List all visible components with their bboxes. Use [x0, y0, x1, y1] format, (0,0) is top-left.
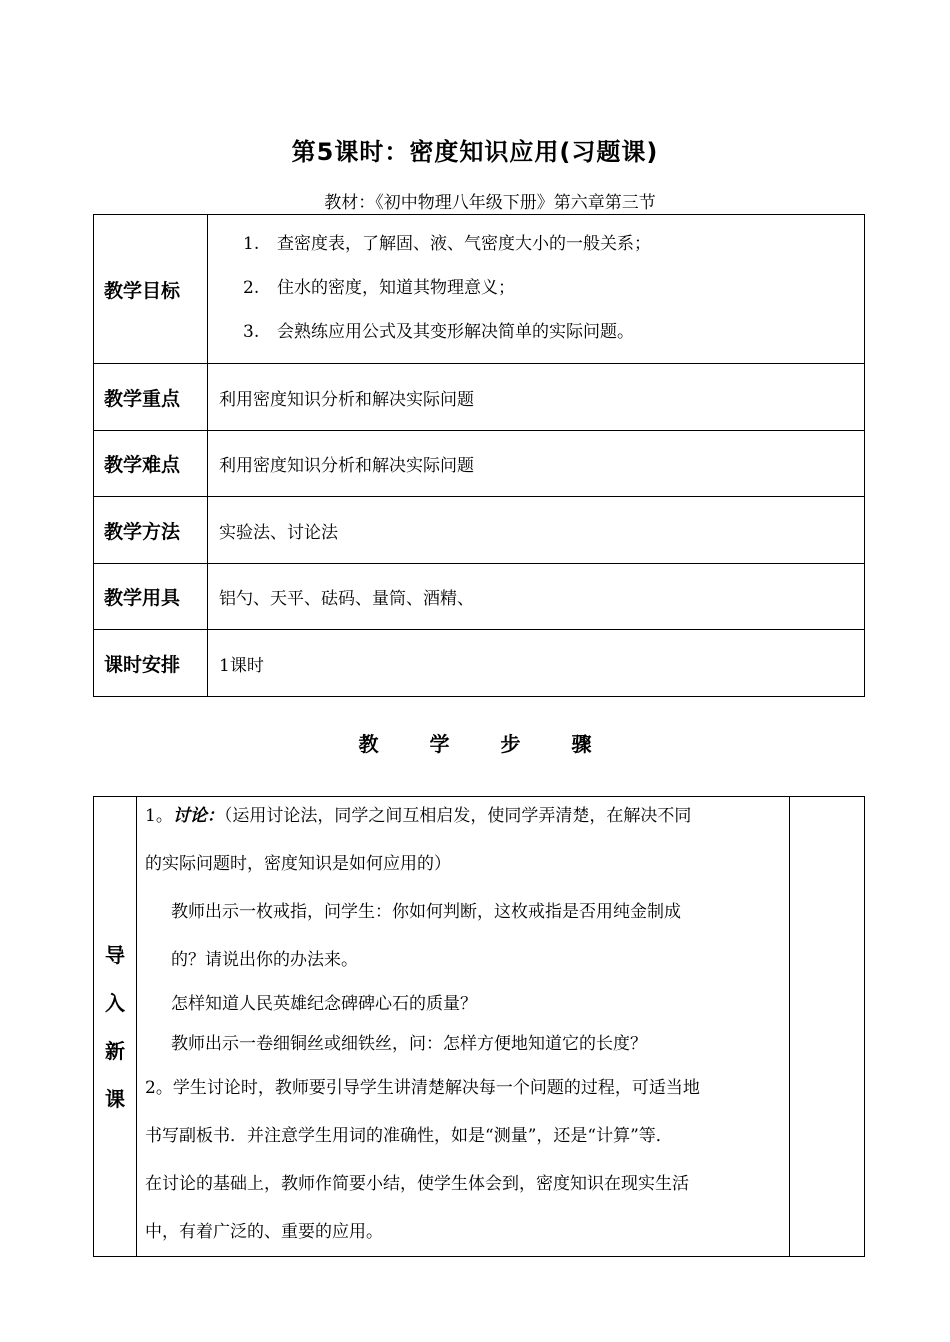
ring-question-cont: 的？请说出你的办法来。 [171, 950, 358, 970]
row-value: 实验法、讨论法 [208, 497, 865, 564]
row-label: 教学难点 [94, 431, 208, 497]
monument-question: 怎样知道人民英雄纪念碑碑心石的质量？ [171, 994, 477, 1014]
discussion-note: （运用讨论法，同学之间互相启发，使同学弄清楚，在解决不同 [223, 806, 692, 826]
table-row [94, 630, 865, 697]
goal-text: 住水的密度，知道其物理意义； [277, 278, 515, 298]
steps-heading [0, 728, 950, 757]
list-item [243, 273, 864, 317]
discussion-paragraph [145, 792, 781, 840]
discussion-label: 讨论： [172, 806, 224, 826]
lesson-info-table [93, 214, 865, 697]
steps-heading-char: 教 [358, 732, 379, 756]
discussion-note-cont: 的实际问题时，密度知识是如何应用的） [145, 854, 451, 874]
goals-label: 教学目标 [94, 215, 208, 364]
list-item [243, 317, 864, 361]
row-label: 课时安排 [94, 630, 208, 697]
table-row [94, 431, 865, 497]
row-label: 教学重点 [94, 364, 208, 431]
row-value: 利用密度知识分析和解决实际问题 [208, 431, 865, 497]
guidance-paragraph-cont: 书写副板书．并注意学生用词的准确性，如是“测量”，还是“计算”等． [145, 1126, 673, 1146]
row-value: 铝勺、天平、砝码、量筒、酒精、 [208, 564, 865, 630]
row-label: 教学方法 [94, 497, 208, 564]
guidance-paragraph-cont: 在讨论的基础上，教师作简要小结，使学生体会到，密度知识在现实生活 [145, 1174, 689, 1194]
steps-heading-char: 骤 [571, 732, 592, 756]
row-label: 教学用具 [94, 564, 208, 630]
guidance-paragraph: 2。学生讨论时，教师要引导学生讲清楚解决每一个问题的过程，可适当地 [145, 1078, 700, 1098]
row-value: 1课时 [208, 630, 865, 697]
notes-column [790, 797, 865, 1257]
wire-question: 教师出示一卷细铜丝或细铁丝，问：怎样方便地知道它的长度？ [171, 1034, 647, 1054]
goals-list [208, 215, 864, 361]
table-row [94, 564, 865, 630]
goals-cell [208, 215, 865, 364]
ring-question: 教师出示一枚戒指，问学生：你如何判断，这枚戒指是否用纯金制成 [171, 902, 681, 922]
guidance-paragraph-cont: 中，有着广泛的、重要的应用。 [145, 1222, 383, 1242]
steps-heading-char: 步 [500, 732, 521, 756]
textbook-info: 教材：《初中物理八年级下册》第六章第三节 [324, 193, 656, 213]
goal-number: 2. [243, 278, 260, 298]
item-number: 1。 [145, 806, 173, 826]
section-label-char: 课 [105, 1086, 125, 1111]
table-row [94, 797, 865, 1257]
table-row [94, 497, 865, 564]
goal-text: 会熟练应用公式及其变形解决简单的实际问题。 [277, 322, 634, 342]
section-label-char: 导 [105, 942, 125, 967]
section-label-char: 入 [105, 990, 125, 1015]
goal-text: 查密度表，了解固、液、气密度大小的一般关系； [277, 234, 651, 254]
table-row [94, 364, 865, 431]
section-label-char: 新 [105, 1038, 125, 1063]
row-value: 利用密度知识分析和解决实际问题 [208, 364, 865, 431]
page-title: 第5课时：密度知识应用(习题课) [291, 138, 659, 166]
goal-number: 1. [243, 234, 260, 254]
table-row [94, 215, 865, 364]
goal-number: 3. [243, 322, 260, 342]
list-item [243, 229, 864, 273]
steps-heading-char: 学 [429, 732, 450, 756]
section-label-intro [94, 797, 137, 1257]
steps-content [137, 797, 790, 1257]
teaching-steps-table [93, 796, 865, 1257]
